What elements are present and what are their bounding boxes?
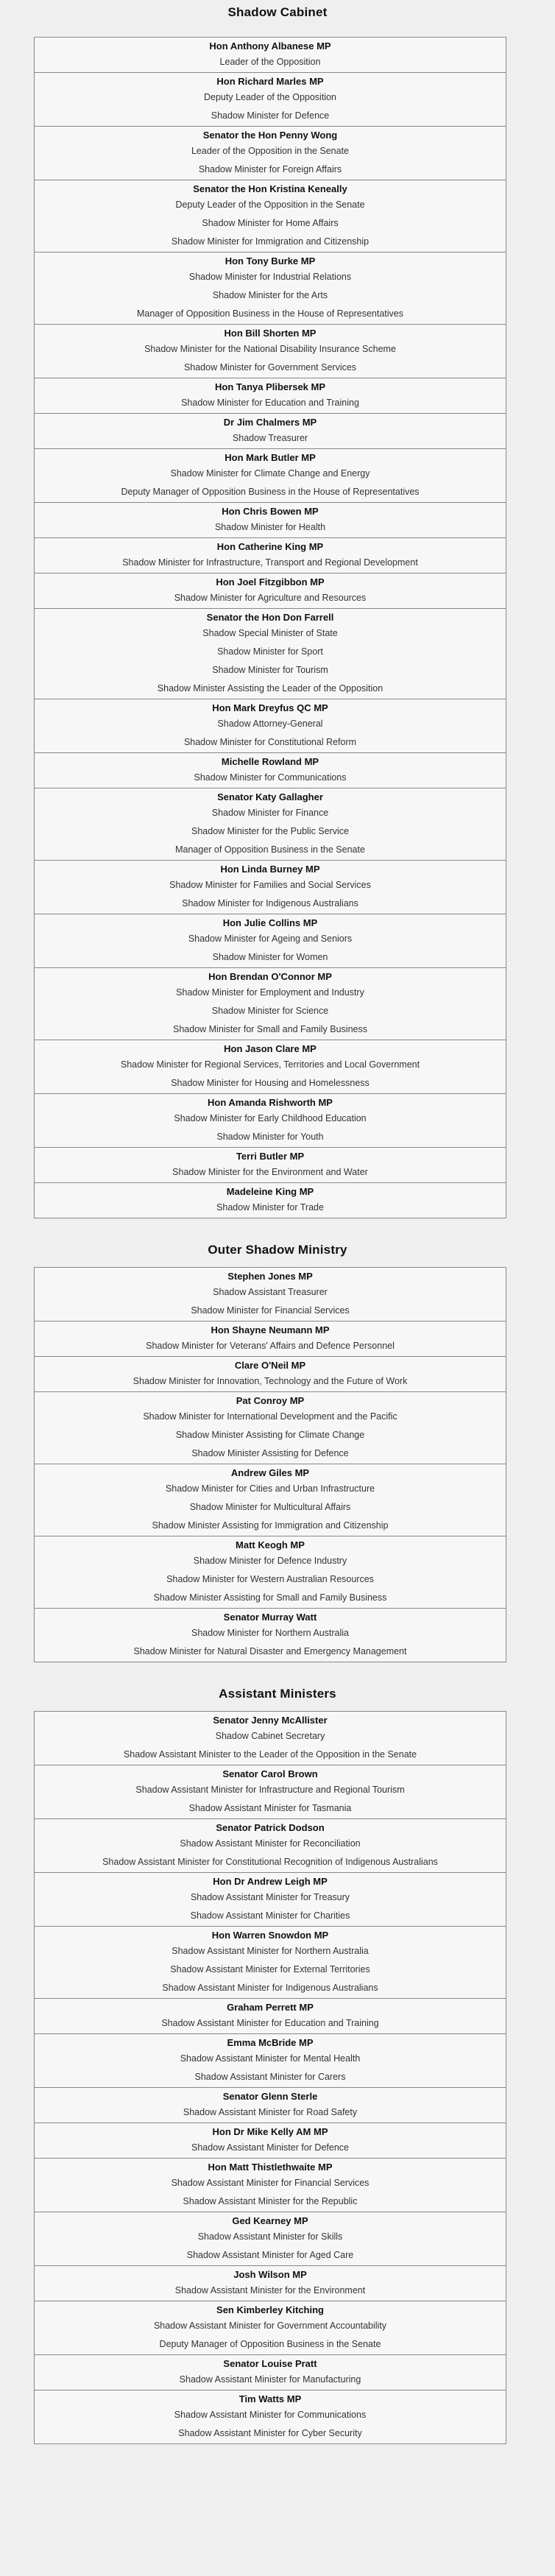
member-name: Josh Wilson MP — [233, 2269, 307, 2280]
member-name: Senator Louise Pratt — [223, 2358, 317, 2369]
member-role: Shadow Assistant Minister for Skills — [197, 2231, 343, 2242]
table-row — [35, 788, 506, 861]
member-cell — [35, 1873, 506, 1927]
member-cell — [35, 861, 506, 914]
member-cell — [35, 1609, 506, 1662]
member-role: Shadow Assistant Minister for Road Safety — [183, 2107, 358, 2117]
member-role: Shadow Minister for Defence — [211, 110, 330, 121]
member-role: Shadow Minister for Financial Services — [191, 1305, 350, 1316]
member-role: Shadow Minister for Early Childhood Education — [174, 1113, 367, 1123]
member-cell — [35, 1321, 506, 1357]
member-name: Hon Linda Burney MP — [220, 864, 320, 875]
member-cell — [35, 2159, 506, 2212]
member-role: Shadow Minister for Home Affairs — [202, 218, 339, 228]
member-name: Hon Richard Marles MP — [216, 76, 324, 87]
section-title-outer-shadow-ministry: Outer Shadow Ministry — [208, 1243, 347, 1257]
member-role: Shadow Minister for Agriculture and Resources — [174, 593, 367, 603]
table-row — [35, 2266, 506, 2301]
table-row — [35, 2088, 506, 2123]
member-role: Shadow Minister for Industrial Relations — [188, 272, 352, 282]
table-row — [35, 609, 506, 699]
member-name: Hon Warren Snowdon MP — [211, 1930, 329, 1941]
table-row — [35, 2212, 506, 2266]
member-role: Shadow Minister for International Development and the Pacific — [143, 1411, 397, 1422]
member-role: Shadow Minister Assisting for Defence — [191, 1448, 349, 1458]
member-name: Hon Tanya Plibersek MP — [214, 381, 326, 392]
member-role: Deputy Leader of the Opposition — [204, 92, 336, 102]
member-role: Shadow Treasurer — [232, 433, 308, 443]
member-role: Shadow Minister for Cities and Urban Infrastructure — [165, 1483, 375, 1494]
member-cell — [35, 2034, 506, 2088]
member-role: Shadow Minister for Foreign Affairs — [198, 164, 342, 174]
member-name: Matt Keogh MP — [236, 1539, 305, 1550]
member-role: Shadow Assistant Minister for Northern Australia — [172, 1946, 369, 1956]
member-cell — [35, 1999, 506, 2034]
member-role: Shadow Minister for Employment and Industry — [176, 987, 364, 998]
member-role: Shadow Minister for Indigenous Australians — [182, 898, 358, 908]
member-cell — [35, 1819, 506, 1873]
member-name: Senator Jenny McAllister — [213, 1715, 328, 1726]
member-name: Madeleine King MP — [226, 1186, 314, 1197]
member-name: Hon Anthony Albanese MP — [209, 40, 331, 52]
member-role: Shadow Special Minister of State — [202, 628, 338, 638]
member-cell — [35, 609, 506, 699]
table-row — [35, 538, 506, 574]
member-cell — [35, 1392, 506, 1464]
member-name: Senator Glenn Sterle — [222, 2091, 318, 2102]
table-row — [35, 449, 506, 503]
member-cell — [35, 449, 506, 503]
member-cell — [35, 968, 506, 1040]
member-cell — [35, 378, 506, 414]
member-role: Shadow Minister for Science — [211, 1006, 329, 1016]
member-name: Hon Bill Shorten MP — [224, 328, 317, 339]
member-role: Leader of the Opposition — [219, 57, 321, 67]
table-row — [35, 914, 506, 968]
member-name: Hon Catherine King MP — [216, 541, 324, 552]
table-row — [35, 1536, 506, 1609]
member-cell — [35, 1357, 506, 1392]
table-row — [35, 325, 506, 378]
member-role: Shadow Minister for the Environment and Water — [172, 1167, 368, 1177]
member-role: Shadow Assistant Minister for the Republic — [183, 2196, 358, 2206]
table-row — [35, 1321, 506, 1357]
table-row — [35, 1999, 506, 2034]
member-cell — [35, 1040, 506, 1094]
member-name: Hon Dr Mike Kelly AM MP — [212, 2126, 328, 2137]
member-cell — [35, 1927, 506, 1999]
member-role: Shadow Minister for Health — [214, 522, 326, 532]
member-role: Shadow Minister for Natural Disaster and Emergency Management — [133, 1646, 407, 1656]
member-name: Senator the Hon Don Farrell — [206, 612, 334, 623]
member-cell — [35, 788, 506, 861]
member-name: Hon Tony Burke MP — [225, 255, 316, 267]
member-role: Shadow Minister for Defence Industry — [193, 1556, 347, 1566]
table-row — [35, 1464, 506, 1536]
member-role: Shadow Assistant Minister for Defence — [191, 2142, 349, 2153]
table-row — [35, 73, 506, 127]
member-cell — [35, 1464, 506, 1536]
member-role: Shadow Assistant Minister for Charities — [190, 1910, 350, 1921]
member-role: Shadow Minister for the National Disability Insurance Scheme — [144, 344, 396, 354]
member-role: Shadow Assistant Minister for Financial Services — [171, 2178, 370, 2188]
member-role: Shadow Assistant Minister for Reconciliation — [180, 1838, 361, 1849]
member-cell — [35, 2301, 506, 2355]
member-role: Shadow Assistant Minister for Treasury — [190, 1892, 350, 1902]
member-cell — [35, 2088, 506, 2123]
member-cell — [35, 574, 506, 609]
member-role: Shadow Assistant Minister for Carers — [194, 2072, 346, 2082]
member-role: Shadow Assistant Treasurer — [213, 1287, 328, 1297]
member-name: Hon Amanda Rishworth MP — [208, 1097, 333, 1108]
member-role: Shadow Minister for Finance — [211, 808, 329, 818]
table-row — [35, 2159, 506, 2212]
member-role: Deputy Leader of the Opposition in the Senate — [175, 200, 365, 210]
member-role: Shadow Minister for Constitutional Reform — [183, 737, 357, 747]
member-role: Shadow Assistant Minister for Infrastructure and Regional Tourism — [135, 1785, 405, 1795]
member-name: Hon Mark Butler MP — [225, 452, 316, 463]
member-role: Shadow Minister for Sport — [217, 646, 323, 657]
member-name: Senator Carol Brown — [222, 1768, 318, 1779]
table-row — [35, 1268, 506, 1321]
member-cell — [35, 2266, 506, 2301]
member-role: Shadow Assistant Minister for Aged Care — [186, 2250, 354, 2260]
member-role: Shadow Assistant Minister for Indigenous Australians — [162, 1983, 378, 1993]
table-row — [35, 1609, 506, 1662]
member-name: Graham Perrett MP — [227, 2002, 314, 2013]
member-cell — [35, 1148, 506, 1183]
member-name: Tim Watts MP — [238, 2393, 302, 2404]
member-role: Shadow Minister for Western Australian Resources — [166, 1574, 374, 1584]
table-row — [35, 968, 506, 1040]
table-row — [35, 1765, 506, 1819]
table-row — [35, 1392, 506, 1464]
table-row — [35, 2390, 506, 2444]
table-row — [35, 753, 506, 788]
member-role: Shadow Minister for Innovation, Technology and the Future of Work — [132, 1376, 408, 1386]
table-row — [35, 1819, 506, 1873]
member-role: Shadow Minister for Climate Change and Energy — [170, 468, 370, 479]
member-role: Shadow Assistant Minister for Manufacturing — [179, 2374, 361, 2385]
assistant-ministers-table — [34, 1711, 506, 2444]
table-row — [35, 1040, 506, 1094]
member-name: Terri Butler MP — [236, 1151, 305, 1162]
member-role: Shadow Minister Assisting for Immigration and Citizenship — [152, 1520, 389, 1531]
member-role: Shadow Minister for Veterans' Affairs and Defence Personnel — [146, 1341, 395, 1351]
member-role: Deputy Manager of Opposition Business in the Senate — [159, 2339, 381, 2349]
member-role: Shadow Assistant Minister for Tasmania — [188, 1803, 352, 1813]
member-role: Manager of Opposition Business in the House of Representatives — [136, 308, 403, 319]
table-row — [35, 699, 506, 753]
member-role: Shadow Minister for Families and Social Services — [169, 880, 371, 890]
member-cell — [35, 1765, 506, 1819]
table-row — [35, 2034, 506, 2088]
member-cell — [35, 1268, 506, 1321]
table-row — [35, 2123, 506, 2159]
member-cell — [35, 2212, 506, 2266]
member-role: Shadow Assistant Minister for Cyber Security — [178, 2428, 362, 2438]
member-name: Clare O'Neil MP — [234, 1360, 306, 1371]
member-cell — [35, 253, 506, 325]
shadow-cabinet-table — [34, 37, 506, 1218]
member-role: Shadow Minister for Government Services — [183, 362, 357, 373]
member-role: Shadow Cabinet Secretary — [215, 1731, 325, 1741]
member-role: Shadow Assistant Minister for Communications — [174, 2410, 367, 2420]
member-name: Dr Jim Chalmers MP — [223, 417, 317, 428]
table-row — [35, 253, 506, 325]
member-role: Leader of the Opposition in the Senate — [191, 146, 350, 156]
member-role: Shadow Minister for Education and Training — [181, 398, 359, 408]
member-role: Shadow Minister for Ageing and Seniors — [188, 934, 353, 944]
member-role: Shadow Assistant Minister for External Territories — [170, 1964, 370, 1975]
member-role: Shadow Minister for Tourism — [212, 665, 328, 675]
member-name: Emma McBride MP — [227, 2037, 314, 2048]
member-cell — [35, 538, 506, 574]
member-role: Shadow Minister Assisting for Small and Family Business — [153, 1592, 387, 1603]
table-row — [35, 378, 506, 414]
table-row — [35, 1357, 506, 1392]
table-row — [35, 127, 506, 180]
table-row — [35, 503, 506, 538]
member-name: Hon Mark Dreyfus QC MP — [212, 702, 328, 713]
member-role: Shadow Minister for Women — [212, 952, 328, 962]
member-role: Shadow Assistant Minister for Education and Training — [161, 2018, 379, 2028]
member-role: Manager of Opposition Business in the Senate — [175, 844, 365, 855]
member-name: Hon Chris Bowen MP — [222, 506, 319, 517]
member-role: Shadow Minister for the Arts — [212, 290, 328, 300]
table-row — [35, 1148, 506, 1183]
member-cell — [35, 914, 506, 968]
member-cell — [35, 325, 506, 378]
table-row — [35, 414, 506, 449]
member-name: Ged Kearney MP — [232, 2215, 308, 2226]
member-role: Shadow Minister for Small and Family Business — [173, 1024, 367, 1034]
member-name: Sen Kimberley Kitching — [216, 2304, 324, 2315]
member-name: Pat Conroy MP — [236, 1395, 305, 1406]
member-name: Senator Murray Watt — [223, 1612, 317, 1623]
table-row — [35, 1873, 506, 1927]
member-cell — [35, 753, 506, 788]
table-row — [35, 2301, 506, 2355]
member-cell — [35, 1094, 506, 1148]
member-role: Shadow Minister for the Public Service — [191, 826, 349, 836]
table-row — [35, 574, 506, 609]
member-cell — [35, 1536, 506, 1609]
member-name: Hon Brendan O'Connor MP — [208, 971, 332, 982]
member-role: Shadow Minister for Communications — [194, 772, 347, 783]
member-cell — [35, 73, 506, 127]
table-row — [35, 38, 506, 73]
member-role: Shadow Minister for Northern Australia — [191, 1628, 349, 1638]
member-name: Senator the Hon Kristina Keneally — [193, 183, 347, 194]
member-name: Senator the Hon Penny Wong — [202, 130, 338, 141]
member-name: Hon Julie Collins MP — [222, 917, 318, 928]
member-cell — [35, 38, 506, 73]
member-role: Shadow Assistant Minister for Government Accountability — [153, 2321, 387, 2331]
member-name: Hon Joel Fitzgibbon MP — [216, 576, 325, 587]
member-role: Shadow Assistant Minister for the Environment — [174, 2285, 366, 2296]
member-role: Shadow Minister for Infrastructure, Transport and Regional Development — [122, 557, 418, 568]
member-cell — [35, 503, 506, 538]
member-name: Senator Patrick Dodson — [216, 1822, 325, 1833]
member-cell — [35, 2123, 506, 2159]
member-name: Hon Jason Clare MP — [224, 1043, 317, 1054]
member-name: Hon Dr Andrew Leigh MP — [213, 1876, 328, 1887]
outer-shadow-ministry-table — [34, 1267, 506, 1662]
member-role: Shadow Assistant Minister for Mental Health — [180, 2053, 361, 2064]
table-row — [35, 861, 506, 914]
member-cell — [35, 1183, 506, 1218]
section-title-shadow-cabinet: Shadow Cabinet — [227, 5, 328, 19]
member-name: Senator Katy Gallagher — [217, 791, 323, 802]
member-role: Shadow Minister for Multicultural Affairs — [189, 1502, 351, 1512]
section-title-assistant-ministers: Assistant Ministers — [219, 1687, 336, 1701]
member-role: Shadow Minister for Youth — [216, 1132, 324, 1142]
member-cell — [35, 2390, 506, 2444]
table-row — [35, 1183, 506, 1218]
table-row — [35, 1712, 506, 1765]
member-role: Shadow Minister Assisting for Climate Change — [175, 1430, 365, 1440]
member-name: Michelle Rowland MP — [221, 756, 319, 767]
member-role: Shadow Assistant Minister for Constitutional Recognition of Indigenous Australians — [102, 1857, 438, 1867]
table-row — [35, 2355, 506, 2390]
member-role: Shadow Minister Assisting the Leader of the Opposition — [157, 683, 383, 694]
table-row — [35, 1927, 506, 1999]
member-name: Stephen Jones MP — [227, 1271, 313, 1282]
member-role: Shadow Minister for Housing and Homelessness — [171, 1078, 370, 1088]
member-cell — [35, 414, 506, 449]
member-name: Andrew Giles MP — [230, 1467, 310, 1478]
member-role: Shadow Minister for Trade — [216, 1202, 324, 1213]
member-role: Shadow Minister for Immigration and Citizenship — [171, 236, 370, 247]
member-cell — [35, 127, 506, 180]
member-name: Hon Shayne Neumann MP — [211, 1324, 330, 1335]
member-cell — [35, 2355, 506, 2390]
member-role: Shadow Attorney-General — [217, 719, 323, 729]
member-role: Deputy Manager of Opposition Business in the House of Representatives — [121, 487, 420, 497]
member-cell — [35, 180, 506, 253]
member-cell — [35, 1712, 506, 1765]
table-row — [35, 180, 506, 253]
table-row — [35, 1094, 506, 1148]
member-role: Shadow Assistant Minister to the Leader of the Opposition in the Senate — [123, 1749, 417, 1760]
member-cell — [35, 699, 506, 753]
member-name: Hon Matt Thistlethwaite MP — [208, 2162, 333, 2173]
member-role: Shadow Minister for Regional Services, Territories and Local Government — [120, 1059, 420, 1070]
